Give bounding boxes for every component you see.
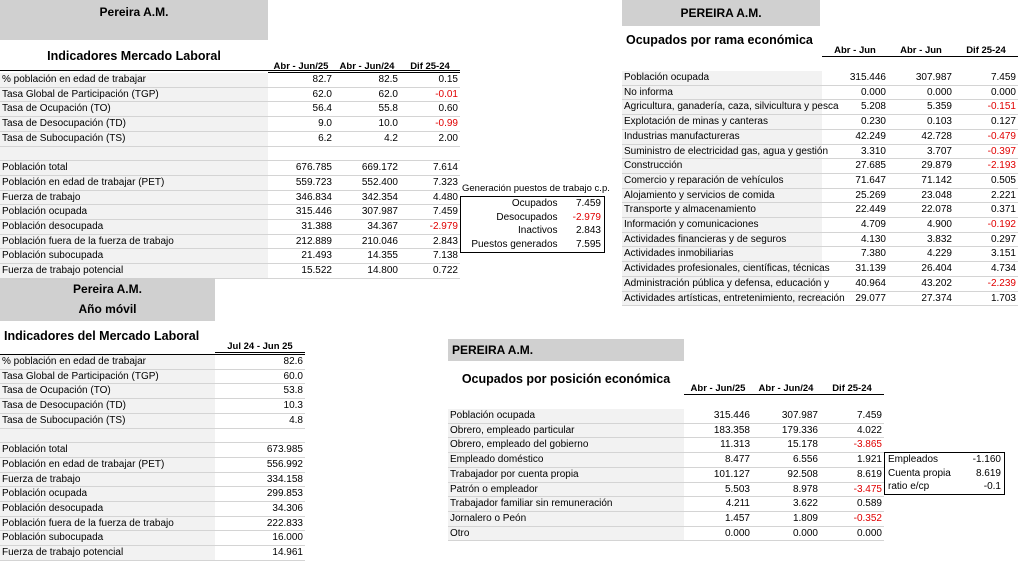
p3-table (0, 355, 305, 561)
row-value-v2: 43.202 (888, 276, 954, 291)
p3-col-header: Jul 24 - Jun 25 (215, 341, 305, 353)
row-value-v1: 82.7 (268, 73, 334, 87)
box-value: 8.619 (975, 467, 1001, 479)
box-value: -2.979 (572, 211, 601, 223)
row-value-v2: 669.172 (334, 161, 400, 176)
row-value-d: 0.589 (820, 497, 884, 512)
row-label: Tasa de Ocupación (TO) (0, 384, 215, 399)
row-label (0, 428, 215, 443)
row-value-v2: 29.879 (888, 159, 954, 174)
row-value-v: 53.8 (215, 384, 305, 399)
row-value-d: -0.397 (954, 144, 1018, 159)
box-row (461, 224, 605, 238)
table-row (622, 144, 1018, 159)
p1-col-header-2: Abr - Jun/24 (334, 61, 400, 73)
table-row (0, 457, 305, 472)
table-row (0, 249, 460, 264)
row-value-v: 4.8 (215, 413, 305, 428)
table-row (0, 502, 305, 517)
row-value-v2: 62.0 (334, 87, 400, 102)
table-row (622, 262, 1018, 277)
p4-subtitle: Ocupados por posición económica (461, 372, 671, 386)
p4-col-header-2: Abr - Jun/24 (752, 383, 820, 395)
row-value-v2: 15.178 (752, 438, 820, 453)
p3-title-line2: Año móvil (78, 302, 137, 316)
row-value-v (215, 428, 305, 443)
row-value-d: -0.151 (954, 100, 1018, 115)
table-row (0, 384, 305, 399)
table-row (0, 175, 460, 190)
p1-table (0, 73, 460, 279)
table-row (0, 487, 305, 502)
row-value-v: 673.985 (215, 443, 305, 458)
row-label: Población desocupada (0, 220, 268, 235)
row-value-d: -3.865 (820, 438, 884, 453)
row-label: Trabajador por cuenta propia (448, 467, 684, 482)
table-row (448, 453, 884, 468)
row-value-v1: 0.000 (822, 85, 888, 100)
row-value-v2: 4.229 (888, 247, 954, 262)
box-label: Empleados (888, 454, 939, 465)
row-value-v1: 4.211 (684, 497, 752, 512)
row-value-v1: 1.457 (684, 511, 752, 526)
row-value-v2: 307.987 (888, 71, 954, 85)
row-value-v1: 29.077 (822, 291, 888, 306)
row-value-v2: 3.707 (888, 144, 954, 159)
row-value-v2: 23.048 (888, 188, 954, 203)
row-value-v2: 55.8 (334, 102, 400, 117)
box-row (885, 467, 1005, 481)
row-value-d: -2.979 (400, 220, 460, 235)
row-value-v: 60.0 (215, 369, 305, 384)
box-row (461, 197, 605, 211)
table-row (622, 159, 1018, 174)
row-value-d (400, 146, 460, 161)
row-value-d: 7.459 (820, 409, 884, 423)
row-value-v: 556.992 (215, 457, 305, 472)
row-value-v2: 71.142 (888, 173, 954, 188)
row-value-d: 4.480 (400, 190, 460, 205)
table-row (448, 423, 884, 438)
row-label: Población subocupada (0, 249, 268, 264)
row-label: Tasa de Desocupación (TD) (0, 399, 215, 414)
row-value-d: 3.151 (954, 247, 1018, 262)
row-value-d: 0.297 (954, 232, 1018, 247)
table-row (0, 205, 460, 220)
table-row (622, 203, 1018, 218)
row-value-v1: 62.0 (268, 87, 334, 102)
table-row (0, 102, 460, 117)
row-label: Población total (0, 443, 215, 458)
table-row (448, 497, 884, 512)
box-value: 7.459 (575, 198, 601, 209)
row-value-d: 7.323 (400, 175, 460, 190)
table-row (0, 546, 305, 561)
row-value-d: 2.843 (400, 234, 460, 249)
row-label: Alojamiento y servicios de comida (622, 188, 822, 203)
p2-col-header-1: Abr - Jun (822, 45, 888, 57)
row-value-d: 7.138 (400, 249, 460, 264)
row-value-d: 0.505 (954, 173, 1018, 188)
row-value-v1: 31.139 (822, 262, 888, 277)
row-value-v: 222.833 (215, 516, 305, 531)
table-row (448, 467, 884, 482)
table-row (622, 276, 1018, 291)
table-row (622, 247, 1018, 262)
row-label: Población ocupada (622, 71, 822, 85)
table-row (622, 173, 1018, 188)
row-value-d: 0.722 (400, 264, 460, 279)
table-row (448, 409, 884, 423)
row-value-v1: 8.477 (684, 453, 752, 468)
table-row (448, 482, 884, 497)
row-value-v1: 71.647 (822, 173, 888, 188)
p2-title: PEREIRA A.M. (622, 0, 820, 26)
row-value-v: 299.853 (215, 487, 305, 502)
row-value-d: 4.734 (954, 262, 1018, 277)
box-label: Ocupados (511, 198, 558, 209)
row-value-v1: 9.0 (268, 117, 334, 132)
row-label: Agricultura, ganadería, caza, silvicultura y pesca (622, 100, 822, 115)
table-row (622, 129, 1018, 144)
row-label: Población fuera de la fuerza de trabajo (0, 516, 215, 531)
p2-table (622, 71, 1018, 306)
box-value: -0.1 (983, 481, 1001, 493)
row-label: Fuerza de trabajo potencial (0, 264, 268, 279)
row-value-v: 334.158 (215, 472, 305, 487)
row-label: Información y comunicaciones (622, 218, 822, 233)
row-value-v2: 4.2 (334, 131, 400, 146)
row-value-v1: 101.127 (684, 467, 752, 482)
row-value-v1: 346.834 (268, 190, 334, 205)
row-value-d: -0.192 (954, 218, 1018, 233)
box-row (461, 211, 605, 225)
row-label: Actividades artísticas, entretenimiento, recreación (622, 291, 822, 306)
row-value-v: 10.3 (215, 399, 305, 414)
row-label: Explotación de minas y canteras (622, 115, 822, 130)
row-label: Obrero, empleado del gobierno (448, 438, 684, 453)
box-label: Cuenta propia (888, 467, 951, 479)
row-value-d: 4.022 (820, 423, 884, 438)
row-label: Población ocupada (0, 487, 215, 502)
row-value-v1: 559.723 (268, 175, 334, 190)
row-value-v1: 7.380 (822, 247, 888, 262)
row-value-v1: 4.130 (822, 232, 888, 247)
row-label: Fuerza de trabajo (0, 472, 215, 487)
p3-subtitle: Indicadores del Mercado Laboral (4, 329, 200, 343)
row-value-d: 0.60 (400, 102, 460, 117)
row-value-d: 2.221 (954, 188, 1018, 203)
row-value-v1: 56.4 (268, 102, 334, 117)
p4-side-box (884, 452, 1005, 495)
row-label: Tasa de Subocupación (TS) (0, 131, 268, 146)
row-value-v2: 82.5 (334, 73, 400, 87)
p2-col-header-2: Abr - Jun (888, 45, 954, 57)
row-label: Actividades financieras y de seguros (622, 232, 822, 247)
row-value-d: -0.352 (820, 511, 884, 526)
box-value: -1.160 (972, 454, 1001, 465)
row-value-v1: 25.269 (822, 188, 888, 203)
p4-col-header-1: Abr - Jun/25 (684, 383, 752, 395)
row-label: Actividades inmobiliarias (622, 247, 822, 262)
row-label: Población total (0, 161, 268, 176)
row-value-d: -0.479 (954, 129, 1018, 144)
row-value-v2: 22.078 (888, 203, 954, 218)
row-value-v2: 552.400 (334, 175, 400, 190)
box-value: 2.843 (575, 225, 601, 237)
row-value-v1: 42.249 (822, 129, 888, 144)
row-label: Construcción (622, 159, 822, 174)
row-value-v2: 3.832 (888, 232, 954, 247)
row-value-v2: 14.355 (334, 249, 400, 264)
row-label: Tasa de Desocupación (TD) (0, 117, 268, 132)
row-value-d: 1.703 (954, 291, 1018, 306)
row-value-v2: 307.987 (752, 409, 820, 423)
box-label: Desocupados (496, 211, 558, 223)
row-value-v2: 6.556 (752, 453, 820, 468)
row-value-v2: 8.978 (752, 482, 820, 497)
row-label: Empleado doméstico (448, 453, 684, 468)
p1-col-header-1: Abr - Jun/25 (268, 61, 334, 73)
table-row (0, 117, 460, 132)
row-label: Administración pública y defensa, educación y (622, 276, 822, 291)
row-value-d: 0.127 (954, 115, 1018, 130)
table-row (0, 531, 305, 546)
row-value-v2: 3.622 (752, 497, 820, 512)
box-value: 7.595 (575, 239, 601, 251)
row-label: Fuerza de trabajo potencial (0, 546, 215, 561)
table-row (0, 220, 460, 235)
p1-col-header-3: Dif 25-24 (400, 61, 460, 73)
p1-subtitle: Indicadores Mercado Laboral (47, 49, 221, 63)
row-label: Tasa de Ocupación (TO) (0, 102, 268, 117)
row-value-v1: 4.709 (822, 218, 888, 233)
row-value-d: 1.921 (820, 453, 884, 468)
row-value-v1 (268, 146, 334, 161)
row-value-v2: 10.0 (334, 117, 400, 132)
row-label: Otro (448, 526, 684, 541)
table-row (0, 369, 305, 384)
row-label: Transporte y almacenamiento (622, 203, 822, 218)
row-label: Población en edad de trabajar (PET) (0, 457, 215, 472)
row-value-v1: 6.2 (268, 131, 334, 146)
row-label: Población ocupada (0, 205, 268, 220)
row-value-v2: 210.046 (334, 234, 400, 249)
p4-title: PEREIRA A.M. (448, 339, 684, 361)
row-value-v2: 34.367 (334, 220, 400, 235)
row-value-v2: 42.728 (888, 129, 954, 144)
row-value-v2: 4.900 (888, 218, 954, 233)
row-value-v: 14.961 (215, 546, 305, 561)
row-value-v2: 14.800 (334, 264, 400, 279)
row-value-v1: 676.785 (268, 161, 334, 176)
table-row (0, 131, 460, 146)
row-value-v2 (334, 146, 400, 161)
row-value-d: 0.000 (820, 526, 884, 541)
table-row (0, 146, 460, 161)
table-row (622, 188, 1018, 203)
row-label: Población desocupada (0, 502, 215, 517)
p1-title: Pereira A.M. (0, 0, 268, 40)
row-value-v2: 342.354 (334, 190, 400, 205)
row-value-v1: 22.449 (822, 203, 888, 218)
row-value-d: 7.459 (400, 205, 460, 220)
row-value-d: 0.371 (954, 203, 1018, 218)
p3-title-line1: Pereira A.M. (73, 282, 142, 296)
row-label: Fuerza de trabajo (0, 190, 268, 205)
row-value-d: 2.00 (400, 131, 460, 146)
table-row (0, 87, 460, 102)
table-row (622, 218, 1018, 233)
row-value-v1: 3.310 (822, 144, 888, 159)
box-label: ratio e/cp (888, 481, 930, 493)
row-value-d: 0.000 (954, 85, 1018, 100)
table-row (448, 526, 884, 541)
row-value-v2: 307.987 (334, 205, 400, 220)
row-value-v2: 0.000 (752, 526, 820, 541)
p2-subtitle: Ocupados por rama económica (626, 33, 813, 47)
box-row (885, 453, 1005, 467)
row-value-v: 82.6 (215, 355, 305, 369)
table-row (0, 190, 460, 205)
row-value-v: 34.306 (215, 502, 305, 517)
table-row (0, 428, 305, 443)
row-value-v: 16.000 (215, 531, 305, 546)
box-row (461, 238, 605, 252)
row-value-d: -2.193 (954, 159, 1018, 174)
row-value-v1: 315.446 (268, 205, 334, 220)
p1-gen-box (460, 196, 605, 253)
row-label: Jornalero o Peón (448, 511, 684, 526)
row-label: % población en edad de trabajar (0, 355, 215, 369)
row-label: Obrero, empleado particular (448, 423, 684, 438)
row-label: Tasa Global de Participación (TGP) (0, 87, 268, 102)
row-value-v1: 183.358 (684, 423, 752, 438)
row-value-v1: 5.503 (684, 482, 752, 497)
table-row (622, 71, 1018, 85)
row-value-v1: 212.889 (268, 234, 334, 249)
p4-col-header-3: Dif 25-24 (820, 383, 884, 395)
table-row (622, 291, 1018, 306)
table-row (0, 355, 305, 369)
table-row (0, 234, 460, 249)
row-label: Tasa de Subocupación (TS) (0, 413, 215, 428)
row-label: Comercio y reparación de vehículos (622, 173, 822, 188)
table-row (622, 85, 1018, 100)
row-value-v2: 26.404 (888, 262, 954, 277)
row-value-v1: 11.313 (684, 438, 752, 453)
row-value-v2: 5.359 (888, 100, 954, 115)
row-value-v1: 31.388 (268, 220, 334, 235)
table-row (0, 399, 305, 414)
table-row (0, 73, 460, 87)
row-label: Patrón o empleador (448, 482, 684, 497)
box-row (885, 480, 1005, 494)
row-value-v2: 0.103 (888, 115, 954, 130)
row-label: Tasa Global de Participación (TGP) (0, 369, 215, 384)
row-value-v1: 315.446 (684, 409, 752, 423)
row-value-v1: 0.230 (822, 115, 888, 130)
table-row (622, 232, 1018, 247)
row-value-v1: 40.964 (822, 276, 888, 291)
row-value-v1: 0.000 (684, 526, 752, 541)
row-label: Trabajador familiar sin remuneración (448, 497, 684, 512)
row-label: % población en edad de trabajar (0, 73, 268, 87)
table-row (622, 100, 1018, 115)
table-row (0, 264, 460, 279)
row-value-v2: 1.809 (752, 511, 820, 526)
p4-table (448, 409, 884, 541)
row-value-v1: 15.522 (268, 264, 334, 279)
table-row (0, 516, 305, 531)
table-row (0, 161, 460, 176)
row-label: No informa (622, 85, 822, 100)
row-value-d: -0.01 (400, 87, 460, 102)
row-value-d: -3.475 (820, 482, 884, 497)
box-label: Puestos generados (471, 239, 558, 251)
row-value-d: 8.619 (820, 467, 884, 482)
p2-col-header-3: Dif 25-24 (954, 45, 1018, 57)
row-label: Población en edad de trabajar (PET) (0, 175, 268, 190)
row-value-v1: 5.208 (822, 100, 888, 115)
row-value-v1: 315.446 (822, 71, 888, 85)
table-row (448, 511, 884, 526)
row-value-d: 0.15 (400, 73, 460, 87)
p3-title (0, 278, 215, 321)
table-row (622, 115, 1018, 130)
table-row (0, 472, 305, 487)
table-row (0, 413, 305, 428)
row-value-d: -0.99 (400, 117, 460, 132)
row-label: Actividades profesionales, científicas, técnicas (622, 262, 822, 277)
p1-gen-title: Generación puestos de trabajo c.p. (462, 183, 610, 194)
row-value-v2: 27.374 (888, 291, 954, 306)
row-label: Industrias manufactureras (622, 129, 822, 144)
row-label: Población subocupada (0, 531, 215, 546)
row-label: Suministro de electricidad gas, agua y gestión (622, 144, 822, 159)
row-value-v2: 179.336 (752, 423, 820, 438)
row-value-v2: 92.508 (752, 467, 820, 482)
table-row (0, 443, 305, 458)
row-value-d: -2.239 (954, 276, 1018, 291)
row-value-d: 7.614 (400, 161, 460, 176)
row-value-v1: 21.493 (268, 249, 334, 264)
row-value-d: 7.459 (954, 71, 1018, 85)
row-label: Población ocupada (448, 409, 684, 423)
row-label: Población fuera de la fuerza de trabajo (0, 234, 268, 249)
table-row (448, 438, 884, 453)
row-value-v2: 0.000 (888, 85, 954, 100)
box-label: Inactivos (518, 225, 558, 237)
row-value-v1: 27.685 (822, 159, 888, 174)
row-label (0, 146, 268, 161)
